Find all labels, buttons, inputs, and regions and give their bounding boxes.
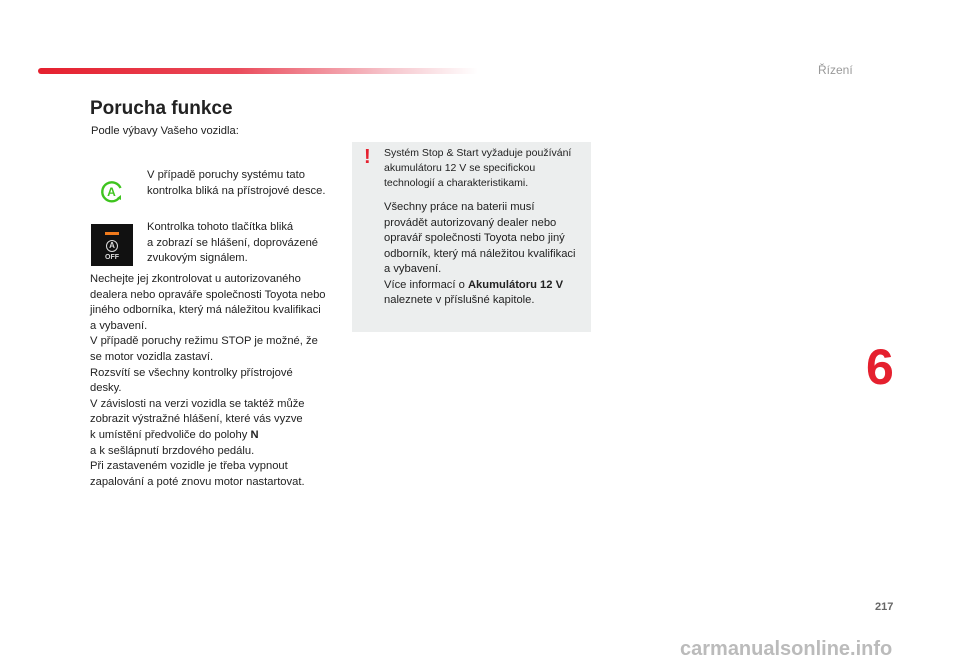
warning-note <box>352 142 591 332</box>
page-number: 217 <box>875 601 894 613</box>
note-paragraph-1: Systém Stop & Start vyžaduje používání akumulátoru 12 V se specifickou technologií a charakteristikami. <box>384 147 572 189</box>
chapter-number: 6 <box>866 339 894 395</box>
item-1-text: V případě poruchy systému tato kontrolka bliká na přístrojové desce. <box>147 169 326 197</box>
section-title: Porucha funkce <box>90 98 233 119</box>
note-p2-end: naleznete v příslušné kapitole. <box>384 294 535 306</box>
off-label: OFF <box>105 254 119 261</box>
main-text <box>90 272 326 490</box>
svg-text:A: A <box>107 185 116 199</box>
item-2-text: Kontrolka tohoto tlačítka bliká a zobrazí se hlášení, doprovázené zvukovým signálem. <box>147 221 319 265</box>
auto-a-icon: A <box>106 240 118 252</box>
main-text-b: a k sešlápnutí brzdového pedálu. Při zastaveném vozidle je třeba vypnout zapalování a poté znovu motor nastartovat. <box>90 444 305 488</box>
note-paragraph-2 <box>384 200 576 309</box>
intro-text: Podle výbavy Vašeho vozidla: <box>91 125 239 137</box>
stop-start-warning-icon <box>99 179 124 204</box>
watermark: carmanualsonline.info <box>680 638 893 660</box>
note-p2-bold: Akumulátoru 12 V <box>467 278 564 291</box>
main-text-a: Nechejte jej zkontrolovat u autorizovaného dealera nebo opraváře společnosti Toyota nebo jiného odborníka, který má náležitou kvalifikaci a vybavení. V případě poruchy režimu STOP je možné, že se motor vozidla zastaví. Rozsvítí se všechny kontrolky přístrojové desky. V závislosti na verzi vozidla se taktéž může zobrazit výstražné hlášení, které vás vyzve k umístění předvoliče do polohy <box>90 273 326 441</box>
exclamation-icon: ! <box>364 146 371 168</box>
header-bar <box>38 68 478 74</box>
led-indicator <box>105 232 119 235</box>
chapter-title: Řízení <box>818 63 853 77</box>
gear-n: N <box>250 428 259 441</box>
stop-start-off-button-icon <box>91 224 133 266</box>
note-p2-text: Všechny práce na baterii musí provádět autorizovaný dealer nebo opravář společnosti Toyota nebo jiný odborník, který má náležitou kvalifikaci a vybavení. Více informací o <box>384 201 576 291</box>
